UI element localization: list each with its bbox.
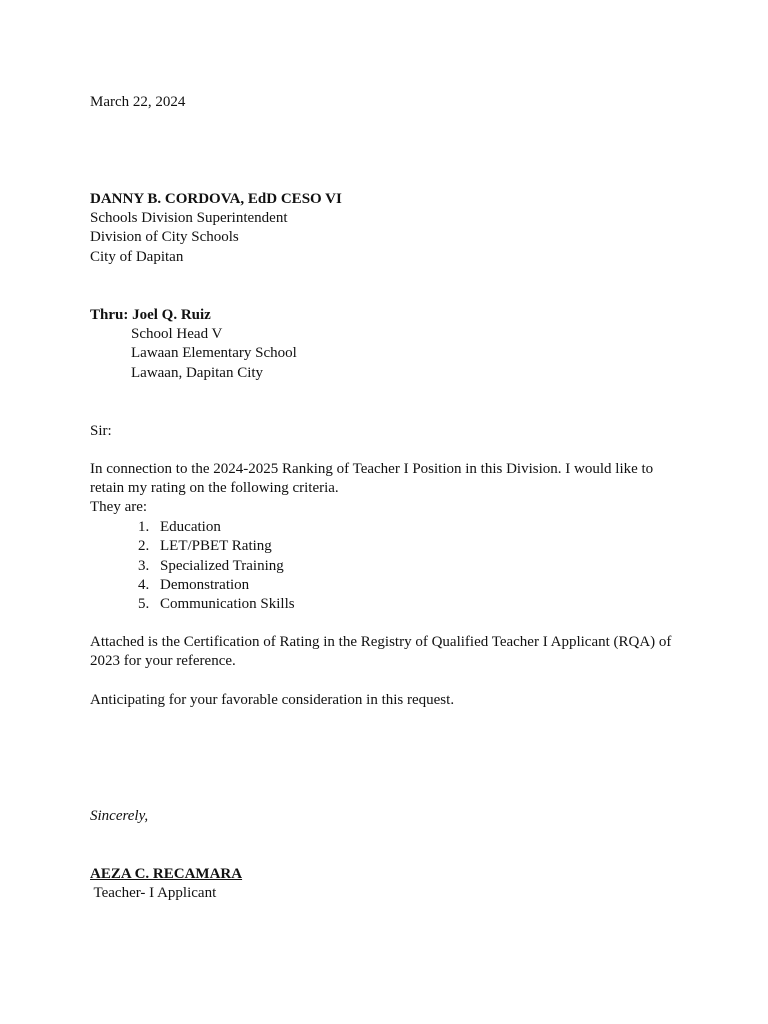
recipient-office: Division of City Schools [90, 229, 239, 245]
list-item-number: 4. [138, 576, 150, 593]
list-item-text: LET/PBET Rating [160, 538, 272, 555]
thru-title: School Head V [131, 326, 223, 342]
body-paragraph-3: Anticipating for your favorable consideration in this request. [90, 692, 455, 708]
signatory-position: Teacher- I Applicant [90, 885, 217, 901]
list-item [131, 576, 295, 595]
list-item-text: Specialized Training [160, 557, 284, 574]
list-item-text: Education [160, 519, 221, 535]
list-item-number: 2. [138, 538, 150, 555]
recipient-name: DANNY B. CORDOVA, EdD CESO VI [90, 191, 342, 207]
thru-label: Thru: Joel Q. Ruiz [90, 307, 211, 323]
list-item [131, 537, 295, 556]
thru-school: Lawaan Elementary School [131, 345, 297, 361]
signatory-name: AEZA C. RECAMARA [90, 866, 243, 882]
list-item [131, 518, 295, 537]
list-item [131, 557, 295, 576]
list-intro: They are: [90, 499, 148, 515]
list-item [131, 595, 295, 614]
salutation: Sir: [90, 423, 112, 439]
criteria-list [131, 518, 295, 614]
recipient-title: Schools Division Superintendent [90, 210, 288, 226]
body-paragraph-1-line-2: retain my rating on the following criteria. [90, 480, 339, 496]
list-item-text: Communication Skills [160, 596, 295, 613]
body-paragraph-2-line-2: 2023 for your reference. [90, 653, 236, 669]
body-paragraph-1-line-1: In connection to the 2024-2025 Ranking of Teacher I Position in this Division. I would like to [90, 461, 654, 477]
list-item-number: 3. [138, 557, 150, 574]
thru-address: Lawaan, Dapitan City [131, 365, 264, 381]
letter-date: March 22, 2024 [90, 94, 186, 110]
recipient-city: City of Dapitan [90, 249, 184, 265]
list-item-text: Demonstration [160, 576, 250, 593]
body-paragraph-2-line-1: Attached is the Certification of Rating in the Registry of Qualified Teacher I Applicant (RQA) of [90, 634, 672, 650]
list-item-number: 5. [138, 596, 150, 613]
list-item-number: 1. [138, 519, 150, 535]
closing: Sincerely, [90, 808, 149, 824]
